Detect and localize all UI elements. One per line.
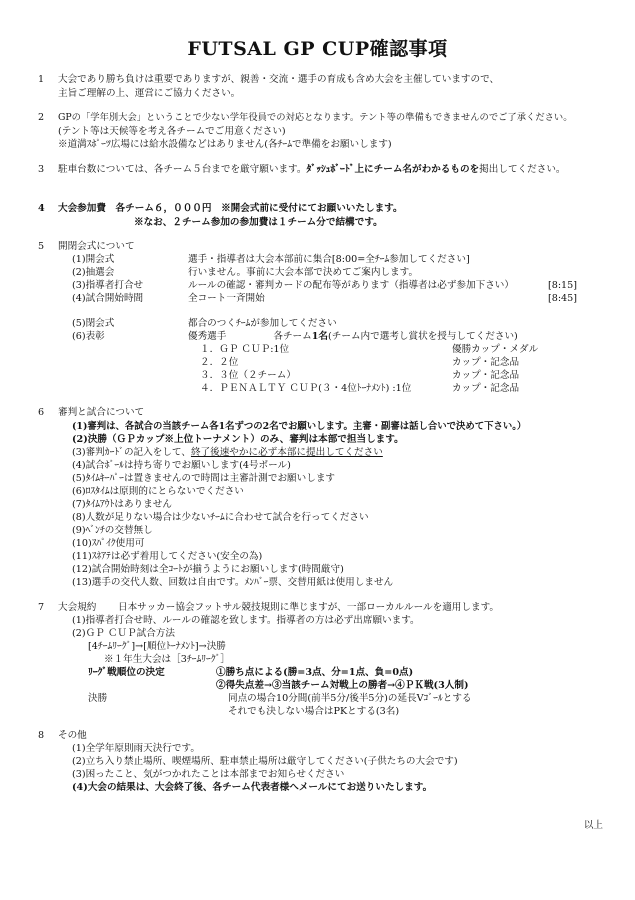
ceremony-row-3-label: (3)指導者打合せ [72,280,144,291]
first-grade-format: ※１年生大会は［3ﾁｰﾑﾘｰｸﾞ］ [104,654,231,665]
award-2-rank: ２．２位 [200,357,239,368]
rule-item-10: (10)ｽﾊﾟｲｸ使用可 [72,538,145,549]
page-title: FUTSAL GP CUP確認事項 [187,38,448,60]
league-ranking-rule-1: ①勝ち点による(勝=3点、分=1点、負=0点) [216,667,414,678]
match-format-flow: [4ﾁｰﾑﾘｰｸﾞ]→[順位ﾄｰﾅﾒﾝﾄ]→決勝 [88,641,226,652]
section-4-line-2: ※なお、２チーム参加の参加費は１チーム分で結構です。 [134,217,383,228]
section-1-line-1: 大会であり勝ち負けは重要でありますが、親善・交流・選手の育成も含め大会を主催していますので、 [58,74,500,85]
league-ranking-label: ﾘｰｸﾞ戦順位の決定 [88,667,165,678]
rule-item-1: (1)審判は、各試合の当該チーム各1名ずつの2名でお願いします。主審・副審は話し合いで決めて下さい。） [72,421,527,432]
mvp-count: 1名 [311,331,329,342]
other-item-3: (3)困ったこと、気がつかれたことは本部までお知らせください [72,769,345,780]
award-1-rank: １．ＧＰ ＣＵＰ:1位 [200,344,290,355]
ceremony-row-4-text: 全コート一斉開始 [188,293,265,304]
section-8-number: 8 [38,730,45,741]
rule-item-5: (5)ﾀｲﾑｷｰﾊﾟｰは置きませんので時間は主審計測でお願いします [72,473,336,484]
section-2-line-1: GPの「学年別大会」ということで少ない学年役員での対応となります。テント等の準備もできませんのでご了承ください。 [58,112,573,123]
final-label: 決勝 [88,693,108,704]
other-item-1: (1)全学年原則雨天決行です。 [72,743,200,754]
closing-ceremony-text: 都合のつくﾁｰﾑが参加してください [188,318,337,329]
dashboard-notice-text: ﾀﾞｯｼｭﾎﾞｰﾄﾞ上にチーム名がわかるものを [306,164,480,175]
rule-item-12: (12)試合開始時刻は全ｺｰﾄが揃うようにお願いします(時間厳守) [72,564,344,575]
parking-limit-text: 駐車台数については、各チーム５台までを厳守願います。 [58,164,307,175]
section-4-line-1: 大会参加費 各チーム６，０００円 ※開会式前に受付にてお願いいたします。 [58,203,403,214]
rule-item-3-underline: 終了後速やかに必ず本部に提出してください [190,447,383,458]
ceremony-row-1-text: 選手・指導者は大会本部前に集合[8:00=全ﾁｰﾑ参加してください] [188,254,470,265]
section-2-line-2: (テント等は天候等を考え各チームでご用意ください) [58,126,286,137]
ceremony-row-4-label: (4)試合開始時間 [72,293,144,304]
award-2-prize: カップ・記念品 [452,357,520,368]
ceremony-row-3-time: [8:15] [547,280,577,291]
closing-mark: 以上 [583,820,603,831]
award-1-prize: 優勝カップ・メダル [452,344,539,355]
final-rule-1: 同点の場合10分間(前半5分/後半5分)の延長Vｺﾞｰﾙとする [228,693,472,704]
section-2-line-3: ※道満ｽﾎﾟｰﾂ広場には給水設備などはありません(各ﾁｰﾑで準備をお願いします) [58,139,392,150]
closing-ceremony-label: (5)閉会式 [72,318,115,329]
section-1-number: 1 [38,74,45,85]
section-3-line [58,164,566,176]
rule-item-3 [72,447,383,459]
award-4-rank: ４．ＰＥＮＡＬＴＹ ＣＵＰ(３・4位ﾄｰﾅﾒﾝﾄ) :1位 [200,383,412,394]
other-item-2: (2)立ち入り禁止場所、喫煙場所、駐車禁止場所は厳守してください(子供たちの大会です) [72,756,458,767]
mvp-label: 優秀選手 [188,331,227,342]
league-ranking-rule-2: ②得失点差→③当該チーム対戦上の勝者→④ＰＫ戦(3人制) [216,680,469,691]
section-6-heading: 審判と試合について [58,407,145,418]
ceremony-row-2-text: 行いません。事前に大会本部で決めてご案内します。 [188,267,419,278]
ceremony-row-4-time: [8:45] [547,293,577,304]
rule-item-13: (13)選手の交代人数、回数は自由です。ﾒﾝﾊﾞｰ票、交替用紙は使用しません [72,577,394,588]
rule-item-9: (9)ﾍﾞﾝﾁの交替無し [72,525,153,536]
section-7-regulation: 日本サッカー協会フットサル競技規則に準じますが、一部ローカルルールを適用します。 [118,602,500,613]
section-1-line-2: 主旨ご理解の上、運営にご協力ください。 [58,88,241,99]
rule-item-3-text: (3)審判ｶｰﾄﾞの記入をして、 [72,447,191,458]
final-rule-2: それでも決しない場合はPKとする(3名) [228,706,400,717]
mvp-heading [188,331,518,343]
section-7-item-1: (1)指導者打合せ時、ルールの確認を致します。指導者の方は必ず出席願います。 [72,615,420,626]
rule-item-6: (6)ﾛｽﾀｲﾑは原則的にとらないでください [72,486,244,497]
rule-item-2: (2)決勝（ＧＰカップ※上位トーナメント）のみ、審判は本部で担当します。 [72,434,404,445]
rule-item-8: (8)人数が足りない場合は少ないﾁｰﾑに合わせて試合を行ってください [72,512,369,523]
award-label: (6)表彰 [72,331,105,342]
other-item-4: (4)大会の結果は、大会終了後、各チーム代表者様へメールにてお送りいたします。 [72,782,433,793]
ceremony-row-3-text: ルールの確認・審判カードの配布等があります（指導者は必ず参加下さい） [188,280,514,291]
rule-item-7: (7)ﾀｲﾑｱｳﾄはありません [72,499,172,510]
ceremony-row-1-label: (1)開会式 [72,254,115,265]
section-7-label: 大会規約 [58,602,97,613]
rule-item-11: (11)ｽﾈｱﾃは必ず着用してください(安全の為) [72,551,263,562]
award-4-prize: カップ・記念品 [452,383,520,394]
display-request-text: 掲出してください。 [479,164,566,175]
award-3-rank: ３．３位（２チーム） [200,370,296,381]
section-3-number: 3 [38,164,45,175]
section-4-number: 4 [38,203,45,214]
section-7-item-2: (2)ＧＰ ＣＵＰ試合方法 [72,628,175,639]
award-3-prize: カップ・記念品 [452,370,520,381]
mvp-note: (チーム内で選考し賞状を授与してください) [328,331,518,342]
section-8-heading: その他 [58,730,87,741]
mvp-per-team: 各チーム [273,331,312,342]
section-5-heading: 開閉会式について [58,241,135,252]
section-6-number: 6 [38,407,45,418]
section-5-number: 5 [38,241,45,252]
section-7-number: 7 [38,602,45,613]
section-2-number: 2 [38,112,45,123]
rule-item-4: (4)試合ﾎﾞｰﾙは持ち寄りでお願いします(4号ボール) [72,460,291,471]
ceremony-row-2-label: (2)抽選会 [72,267,115,278]
